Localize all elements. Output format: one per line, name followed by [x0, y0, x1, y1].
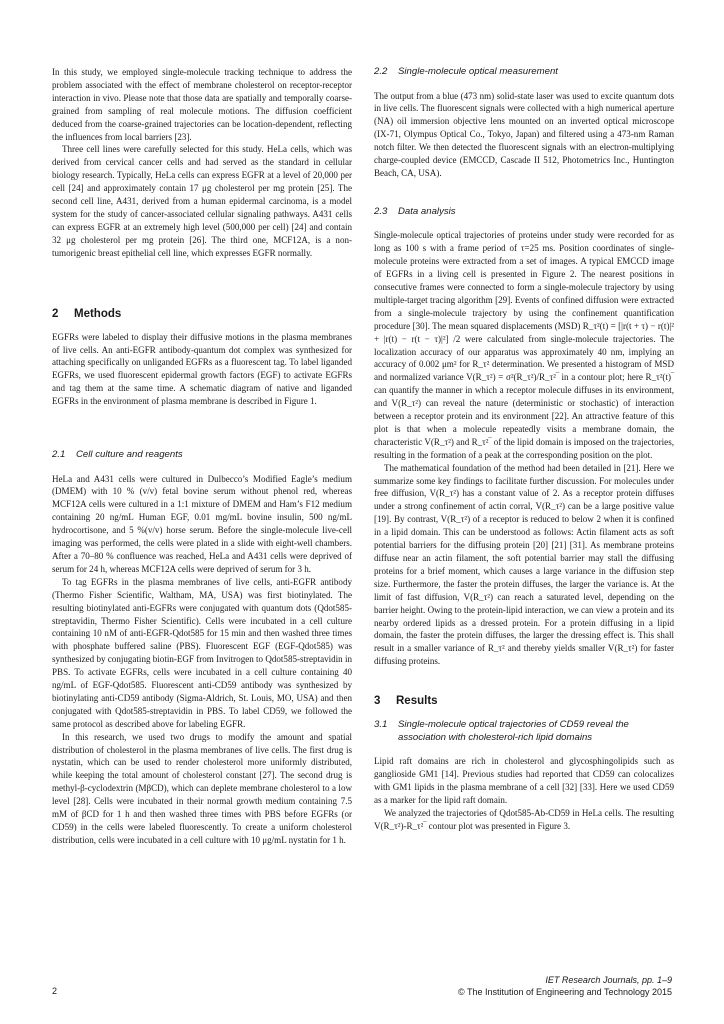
- section-number: 2: [52, 307, 59, 320]
- subsection-number: 2.3: [374, 205, 388, 217]
- journal-reference: IET Research Journals, pp. 1–9: [545, 975, 672, 985]
- intro-paragraph-1: In this study, we employed single-molecule tracking technique to address the problem associated with the effect of membrane cholesterol on receptor-receptor interaction in vivo. Please note that those data are spatially and temporally coarse-grained from sampling of real molecule motions. The diffusion coefficient deduced from the coarse-grained trajectories can be location-dependent, reflecting the influences from local barriers [23].: [52, 67, 352, 142]
- subsection-title: Single-molecule optical measurement: [398, 66, 558, 77]
- subsection-heading-optical-measurement: [374, 66, 674, 79]
- subsection-heading-data-analysis: [374, 206, 674, 219]
- right-column: [374, 66, 674, 833]
- subsection-title: Data analysis: [398, 205, 456, 217]
- cell-culture-paragraph-1: HeLa and A431 cells were cultured in Dulbecco’s Modified Eagle’s medium (DMEM) with 10 % (v/v) fetal bovine serum without phenol red, whereas MCF12A cells were cultured in a 1:1 mixture of DMEM and Ham’s F12 medium containing 20 ng/mL Human EGF, 0.01 mg/mL bovine insulin, 500 ng/mL hydrocortisone, and 5 %(v/v) horse serum. Before the single-molecule live-cell imaging was performed, the cells were plated in a slide with eight-well chambers. After a 70–80 % confluence was reached, HeLa and A431 cells were deprived of serum for 24 h, whereas MCF12A cells were deprived of serum for 3 h.: [52, 473, 352, 574]
- section-title: Results: [396, 695, 438, 708]
- section-title: Methods: [74, 307, 122, 320]
- subsection-number: 3.1: [374, 719, 388, 731]
- copyright-notice: © The Institution of Engineering and Technology 2015: [458, 987, 672, 997]
- subsection-title: Single-molecule optical trajectories of CD59 reveal the association with cholesterol-rich lipid domains: [398, 719, 629, 743]
- data-analysis-paragraph-2: The mathematical foundation of the method had been detailed in [21]. Here we summarize some key findings to facilitate further discussion. For molecules under free diffusion, V(R_τ²) has a constant value of 2. As a receptor protein diffuses under a strong confinement of actin corral, V(R_τ²) can be a large positive value [19]. By contrast, V(R_τ²) of a receptor is reduced to below 2 when it is confined in a lipid domain. This can be understood as follows: Actin filament acts as soft potential barriers for the diffusing protein [20] [21] [31]. As membrane proteins diffuse near an actin filament, the soft potential barrier may stall the diffusing proteins for a brief moment, which causes a large variance in the diffusion step size. Furthermore, the faster the protein diffuses, the larger the variance is. At the limit of fast diffusion, V(R_τ²) can reach a saturated level, depending on the barrier height. Owing to the protein-lipid interaction, we can view a protein and its nearby ordered lipids as a dressed protein. For a protein diffusing in a lipid domain, the faster the protein diffuses, the larger the dressing effect is. This shall result in a smaller variance of R_τ² and thereby yields smaller V(R_τ²) for faster diffusing proteins.: [374, 462, 674, 667]
- data-analysis-paragraph-1: Single-molecule optical trajectories of proteins under study were recorded for as long as 100 s with a frame period of τ=25 ms. Position coordinates of single-molecule proteins were extracted from a set of images. A typical EMCCD image of EGFRs in a living cell is presented in Figure 2. The nearest positions in consecutive frames were connected to form a single-molecule trajectory by using multiple-target tracing algorithm [29]. Events of confined diffusion were extracted from a single-molecule trajectory by using the confinement quantification procedure [30]. The mean squared displacements (MSD) R_τ²(t) = [|r(t + τ) − r(t)|² + |r(t) − r(t − τ)|²] /2 were calculated from single-molecule trajectories. The localization accuracy of our apparatus was approximately 40 nm, implying an accuracy of 0.002 μm² for R_τ² determination. We presented a histogram of MSD and normalized variance V(R_τ²) = σ²(R_τ²)/R_τ²‾ in a contour plot; here R_τ²(t)‾ can quantify the manner in which a receptor molecule diffuses in its environment, and V(R_τ²) can reveal the nature (deterministic or stochastic) of interaction between a receptor protein and its environment [22]. An attractive feature of this plot is that when a molecule repeatedly visits a membrane domain, the characteristic V(R_τ²) and R_τ²‾ of the lipid domain is imposed on the trajectories, resulting in the formation of a peak at the corresponding position on the plot.: [374, 230, 674, 460]
- intro-paragraph-2: Three cell lines were carefully selected for this study. HeLa cells, which was derived from cervical cancer cells and had served as the standard in cellular biology research. Typically, HeLa cells can express EGFR at a level of 20,000 per cell [24] and approximately contain 17 μg cholesterol per mg protein [25]. The second cell line, A431, derived from a human epidermal carcinoma, is a model system for the study of cancer-associated cellular signaling pathways. A431 cells can express EGFR at an extremely high level (500,000 per cell) [24] and contain 32 μg cholesterol per mg protein [26]. The third one, MCF12A, is a non-tumorigenic breast epithelial cell line, which expresses EGFR normally.: [52, 144, 352, 258]
- subsection-heading-cd59: [374, 719, 674, 744]
- section-heading-methods: [52, 307, 352, 321]
- subsection-number: 2.2: [374, 66, 388, 77]
- left-column: [52, 66, 352, 847]
- subsection-number: 2.1: [52, 449, 66, 461]
- subsection-title: Cell culture and reagents: [76, 449, 183, 461]
- cd59-paragraph-2: We analyzed the trajectories of Qdot585-Ab-CD59 in HeLa cells. The resulting V(R_τ²)-R_τ²‾ contour plot was presented in Figure 3.: [374, 807, 674, 831]
- cell-culture-paragraph-3: In this research, we used two drugs to modify the amount and spatial distribution of cholesterol in the plasma membranes of live cells. The first drug is nystatin, which can be used to render cholesterol more uniformly distributed, while keeping the total amount of cholesterol constant [27]. The second drug is methyl-β-cyclodextrin (MβCD), which can deplete membrane cholesterol to a low level [28]. Cells were incubated in their normal growth medium containing 7.5 mM of βCD for 1 h and then washed three times with PBS before EGFRs (or CD59) in the cells were labeled fluorescently. To create a uniform cholesterol distribution, cells were incubated in a cell culture with 10 μg/mL nystatin for 1 h.: [52, 731, 352, 845]
- cell-culture-paragraph-2: To tag EGFRs in the plasma membranes of live cells, anti-EGFR antibody (Thermo Fisher Scientific, Waltham, MA, USA) was first biotinylated. The resulting biotinylated anti-EGFRs were conjugated with quantum dots (Qdot585-streptavidin, Thermo Fisher Scientific). Cells were incubated in a cell culture containing 10 nM of anti-EGFR-Qdot585 for 15 min and then washed three times with phosphate buffered saline (PBS). Fluorescent EGF (EGF-Qdot585) was synthesized by conjugating biotin-EGF from Invitrogen to Qdot585-streptavidin in PBS. To activate EGFRs, cells were incubated in a cell culture containing 40 ng/mL of EGF-Qdot585. Fluorescent anti-CD59 antibody was synthesized by biotinylating anti-CD59 antibody (Sigma-Aldrich, St. Louis, MO, USA) and then conjugated with Qdot585-streptavidin in PBS. To label CD59, we followed the same protocol as described above for labeling EGFR.: [52, 576, 353, 729]
- cd59-paragraph-1: Lipid raft domains are rich in cholesterol and glycosphingolipids such as ganglioside GM1 [14]. Previous studies had reported that CD59 can colocalizes with GM1 lipids in the plasma membrane of a cell [32] [33]. Here we used CD59 as a marker for the lipid raft domain.: [374, 756, 674, 805]
- page-footer: [458, 974, 672, 998]
- section-heading-results: [374, 694, 674, 708]
- subsection-heading-cell-culture: [52, 449, 352, 462]
- page-number: 2: [52, 986, 58, 996]
- section-number: 3: [374, 695, 381, 708]
- optical-measurement-paragraph: The output from a blue (473 nm) solid-state laser was used to excite quantum dots in live cells. The fluorescent signals were collected with a high numerical aperture (NA) oil immersion objective lens mounted on an inverted optical microscope (IX-71, Olympus Optical Co., Tokyo, Japan) and filtered using a 473-nm Raman notch filter. We then detected the fluorescent signals with an electron-multiplying charge-coupled device (EMCCD, Cascade II 512, Photometrics Inc., Huntington Beach, CA, USA).: [374, 90, 674, 178]
- methods-paragraph: EGFRs were labeled to display their diffusive motions in the plasma membranes of live cells. An anti-EGFR antibody-quantum dot complex was synthesized for attaching specifically on unliganded EGFRs as a fluorescent tag. To label liganded EGFRs, we used fluorescent epidermal growth factors (EGF) to activate EGFRs and tag them at the same time. A schematic diagram of native and liganded EGFRs in the environment of plasma membrane is described in Figure 1.: [52, 331, 352, 407]
